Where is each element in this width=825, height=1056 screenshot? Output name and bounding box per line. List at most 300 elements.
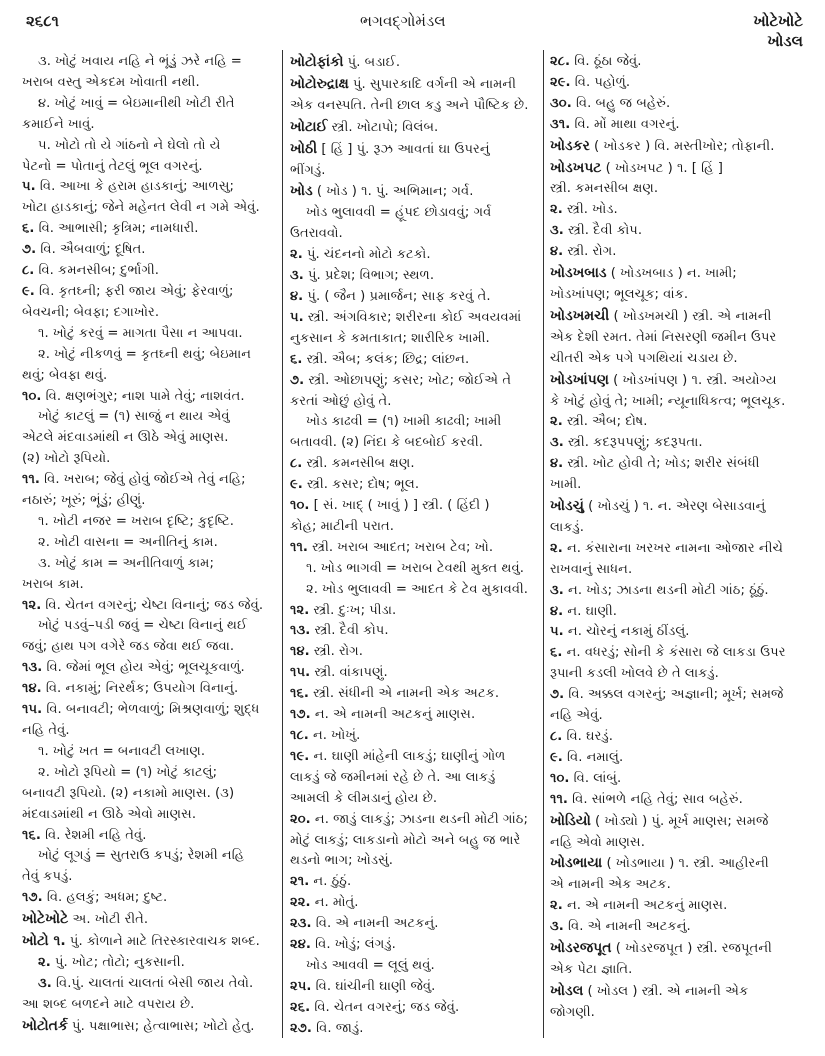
entry-line	[22, 407, 277, 428]
headword: ખોટો ૧.	[22, 933, 66, 950]
entry-line	[290, 580, 538, 601]
definition-text: સ્ત્રી. કમનસીબ ક્ષણ.	[550, 181, 659, 197]
entry-line	[550, 769, 812, 790]
entry-line	[22, 679, 277, 700]
headword: ખોડખબાડ	[550, 265, 607, 282]
definition-text: સ્ત્રી. કદરૂપપણું; કદરૂપતા.	[568, 435, 703, 451]
entry-line	[550, 73, 812, 94]
sense-number: ૧૨.	[290, 602, 310, 618]
definition-text: ખોટું લૂગડું = સુતરાઉ કપડું; રેશમી નહિ	[38, 848, 245, 864]
entry-line	[550, 727, 812, 748]
sense-number: ૧૦.	[550, 770, 570, 786]
definition-text: ખોટું કાટલું = (૧) સાજું ન થાય એવું	[38, 409, 230, 425]
definition-text: ૨. ખોટું નીકળવું = કૃતઘ્ની થવું; બેઇમાન	[38, 346, 252, 362]
sense-number: ૮.	[22, 263, 35, 279]
entry-line	[290, 747, 538, 768]
sense-number: ૩.	[290, 268, 304, 284]
definition-text: વિ. નમાલું.	[567, 749, 624, 765]
entry-line	[290, 496, 538, 517]
definition-text: ( ખોડકર ) વિ. મસ્તીખોર; તોફાની.	[594, 138, 775, 154]
sense-number: ૨૩.	[290, 916, 312, 932]
entry-line	[290, 601, 538, 622]
definition-text: ( ખોડચું ) ૧. ન. એરણ બેસાડવાનું	[588, 499, 766, 515]
definition-text: ન. કંસારાના ખરખર નામના ઓજાર નીચે	[566, 540, 784, 556]
entry-headword-line	[550, 263, 812, 285]
entry-line	[550, 875, 812, 896]
definition-text: નઠારું; ખૂરું; ભૂંડું; હીણું.	[22, 493, 146, 509]
entry-line	[22, 867, 277, 888]
entry-line	[22, 324, 277, 345]
definition-text: મોટું લાકડું; લાકડાનો મોટો અને બહુ જ ભારે	[290, 832, 521, 848]
definition-text: લાકડું જે જમીનમાં રહે છે તે. આ લાકડું	[290, 769, 496, 785]
definition-text: પું. પ્રદેશ; વિભાગ; સ્થળ.	[308, 268, 435, 284]
entry-line	[22, 73, 277, 94]
sense-number: ૫.	[22, 179, 36, 195]
definition-text: વિ. એ નામની અટકનું.	[568, 919, 691, 935]
definition-text: ૧. ખોટું ખત = બનાવટી લખાણ.	[38, 743, 206, 759]
entry-line	[550, 242, 812, 263]
entry-line	[22, 387, 277, 408]
entry-line	[22, 449, 277, 470]
definition-text: સ્ત્રી. ઐબ; દોષ.	[566, 414, 648, 430]
definition-text: ન. ખોડ; ઝાડના થડની મોટી ગાંઠ; ઠૂંઠું.	[568, 582, 769, 598]
sense-number: ૧૧.	[22, 472, 40, 488]
headword: ખોડરજપૂત	[550, 940, 612, 957]
definition-text: ખામી.	[550, 477, 582, 493]
sense-number: ૧૬.	[290, 686, 309, 702]
headword: ખોઠી	[290, 140, 318, 157]
definition-text: ( ખોડખબાડ ) ન. ખામી;	[610, 266, 737, 282]
entry-line	[550, 622, 812, 643]
definition-text: સ્ત્રી. રોગ.	[567, 244, 617, 260]
definition-text: કે ખોટું હોવું તે; ખામી; ન્યૂનાધિકત્વ; ભૂલચૂક.	[550, 393, 786, 409]
definition-text: એક વનસ્પતિ. તેની છાલ કડુ અને પૌષ્ટિક છે.	[290, 97, 529, 113]
entry-line	[290, 872, 538, 893]
column-divider	[543, 50, 544, 1038]
entry-line	[22, 345, 277, 366]
definition-text: વિ. બનાવટી; ભેળવાળું; મિશ્રણવાળું; શુદ્ધ	[46, 702, 260, 718]
sense-number: ૭.	[550, 687, 565, 703]
definition-text: ખોટા હાડકાનું; જેને મહેનત લેવી ન ગમે એવું.	[22, 200, 260, 216]
headword: ખોડિયો	[550, 812, 591, 829]
entry-line	[22, 240, 277, 261]
definition-text: વિ. ખોડું; લંગડું.	[315, 937, 396, 953]
definition-text: ( ખોડ ) ૧. પું. અભિમાન; ગર્વ.	[316, 184, 474, 200]
definition-text: ( ખોડલ ) સ્ત્રી. એ નામની એક	[587, 983, 749, 999]
sense-number: ૨૮.	[550, 54, 571, 69]
entry-line	[550, 581, 812, 602]
entry-line	[22, 219, 277, 240]
definition-text: ૨. ખોડ ભુલાવવી = આદત કે ટેવ મુકાવવી.	[306, 581, 528, 597]
definition-text: ન. જાડું લાકડું; ઝાડના થડની મોટી ગાંઠ;	[314, 811, 528, 827]
entry-headword-line	[550, 981, 812, 1003]
definition-text: ૩. ખોટું કામ = અનીતિવાળું કામ;	[38, 555, 214, 571]
entry-headword-line	[550, 136, 812, 158]
definition-text: વિ. હલકું; અધમ; દુષ્ટ.	[46, 890, 168, 906]
definition-text: લાકડું.	[550, 519, 584, 535]
entry-line	[22, 846, 277, 867]
definition-text: વિ. જેમાં ભૂલ હોય એવું; ભૂલચૂકવાળું.	[46, 660, 245, 676]
definition-text: સ્ત્રી. દુઃખ; પીડા.	[313, 602, 397, 618]
definition-text: એક પેટા જ્ઞાતિ.	[550, 961, 633, 977]
sense-number: ૧૮.	[290, 728, 309, 743]
definition-text: ( ખોડખાંપણ ) ૧. સ્ત્રી. અયોગ્ય	[613, 372, 777, 388]
entry-headword-line	[290, 139, 538, 161]
entry-line	[290, 287, 538, 308]
sense-number: ૧૯.	[290, 748, 310, 764]
headword: ખોટોતર્ક	[22, 1017, 68, 1034]
entry-line	[22, 974, 277, 995]
entry-line	[290, 161, 538, 182]
entry-headword-line	[550, 853, 812, 875]
sense-number: ૩૦.	[550, 95, 572, 111]
entry-line	[550, 790, 812, 811]
sense-number: ૩.	[550, 223, 564, 239]
definition-text: ખોડ કાઢવી = (૧) ખામી કાઢવી; ખામી	[306, 414, 502, 430]
entry-line	[290, 810, 538, 831]
sense-number: ૧૧.	[290, 539, 308, 555]
entry-headword-line	[290, 52, 538, 74]
sense-number: ૧૪.	[290, 644, 310, 660]
definition-text: સ્ત્રી. કસર; દોષ; ભૂલ.	[307, 477, 420, 493]
sense-number: ૧૧.	[550, 791, 568, 807]
entry-line	[550, 115, 812, 136]
sense-number: ૨.	[550, 414, 563, 430]
entry-headword-line	[290, 74, 538, 96]
headword: ખોડ	[290, 183, 313, 200]
sense-number: ૮.	[290, 456, 303, 472]
column-divider	[282, 50, 283, 1038]
sense-number: ૪.	[290, 288, 304, 304]
definition-text: નહિ તેવું.	[22, 723, 70, 738]
definition-text: ૪. ખોટું ખાવું = બેઇમાનીથી ખોટી રીતે	[38, 95, 235, 111]
definition-text: વિ. રેશમી નહિ તેવું.	[45, 827, 147, 843]
definition-text: આમલી કે લીમડાનું હોય છે.	[290, 790, 438, 806]
headword: ખોડભાયા	[550, 855, 603, 872]
page-number: ૨૬૮૧	[26, 12, 59, 30]
entry-line	[290, 392, 538, 413]
definition-text: ૧. ખોટી નજર = ખરાબ દૃષ્ટિ; કુદૃષ્ટિ.	[38, 513, 235, 529]
sense-number: ૧૩.	[290, 623, 311, 639]
entry-line	[290, 726, 538, 747]
headword: ખોડખમચી	[550, 307, 610, 324]
definition-text: સ્ત્રી. સંધીની એ નામની એક અટક.	[313, 686, 500, 702]
entry-line	[290, 789, 538, 810]
definition-text: વિ. ઠૂંઠા જેવું.	[574, 54, 642, 69]
entry-line	[290, 621, 538, 642]
entry-line	[290, 893, 538, 914]
entry-line	[22, 805, 277, 826]
definition-text: વિ. કૃતઘ્ની; ફરી જાય એવું; ફેરવાળું;	[39, 283, 234, 299]
entry-line	[550, 285, 812, 306]
definition-text: ન. ઘાણી.	[567, 603, 617, 619]
dictionary-column-1	[22, 52, 277, 1038]
sense-number: ૭.	[290, 372, 305, 388]
entry-line	[22, 953, 277, 974]
definition-text: સ્ત્રી. વાંકાપણું.	[314, 665, 388, 681]
entry-headword-line	[550, 938, 812, 960]
definition-text: ૫. ખોટો તો યે ગાંઠનો ને ઘેલો તો યે	[38, 137, 221, 153]
entry-line	[22, 470, 277, 491]
sense-number: ૨.	[550, 540, 563, 556]
definition-text: જોગણી.	[550, 1004, 595, 1020]
entry-line	[290, 350, 538, 371]
entry-line	[290, 475, 538, 496]
entry-line	[550, 602, 812, 623]
sense-number: ૨૫.	[290, 978, 312, 994]
definition-text: એટલે મંદવાડમાંથી ન ઊઠે એવું માણસ.	[22, 430, 229, 446]
definition-text: ઉતરાવવો.	[290, 226, 343, 242]
definition-text: વિ. પહોળું.	[574, 74, 631, 90]
sense-number: ૩૧.	[550, 116, 571, 132]
definition-text: વિ. આભાસી; કૃત્રિમ; નામધારી.	[38, 221, 199, 237]
entry-line	[290, 517, 538, 538]
entry-line	[290, 454, 538, 475]
definition-text: વિ. મોં માથા વગરનું.	[574, 116, 680, 132]
definition-text: વિ. એ નામની અટકનું.	[315, 916, 439, 932]
definition-text: નુકસાન કે કમતાકાત; શારીરિક ખામી.	[290, 330, 490, 346]
entry-line	[290, 96, 538, 117]
definition-text: એ નામની એક અટક.	[550, 877, 671, 893]
sense-number: ૧૭.	[22, 890, 43, 906]
headword: ખોટાઈ	[290, 118, 328, 135]
definition-text: વિ. આખા કે હરામ હાડકાનું; આળસુ;	[39, 179, 234, 195]
entry-line	[22, 282, 277, 303]
entry-line	[22, 596, 277, 617]
definition-text: ૨. ખોટી વાસના = અનીતિનું કામ.	[38, 534, 218, 550]
definition-text: (૨) ખોટો રૂપિયો.	[22, 451, 111, 467]
entry-headword-line	[550, 811, 812, 833]
entry-line	[550, 412, 812, 433]
sense-number: ૬.	[550, 645, 563, 661]
sense-number: ૨.	[550, 898, 563, 914]
sense-number: ૧૨.	[22, 597, 42, 613]
definition-text: વિ. નકામું; નિરર્થક; ઉપયોગ વિનાનું.	[45, 681, 239, 697]
sense-number: ૨.	[38, 954, 51, 970]
entry-line	[550, 475, 812, 496]
entry-line	[290, 538, 538, 559]
definition-text: પું. બડાઈ.	[347, 55, 401, 70]
entry-line	[290, 831, 538, 852]
entry-line	[550, 433, 812, 454]
entry-line	[290, 412, 538, 433]
definition-text: ન. ઠુંઠું.	[313, 874, 352, 890]
entry-line	[550, 221, 812, 242]
entry-line	[22, 700, 277, 721]
definition-text: વિ. ચેતન વગરનું; ચેષ્ટા વિનાનું; જડ જેવું.	[45, 597, 264, 613]
entry-line	[550, 200, 812, 221]
entry-line	[290, 559, 538, 580]
definition-text: વિ. ઘાંચીની ઘાણી જેવું.	[315, 978, 436, 994]
entry-line	[22, 303, 277, 324]
entry-line	[22, 888, 277, 909]
definition-text: ન. એ નામની અટકનું માણસ.	[314, 707, 476, 723]
sense-number: ૧૫.	[22, 702, 43, 718]
entry-headword-line	[550, 158, 812, 180]
definition-text: સ્ત્રી. કમનસીબ ક્ષણ.	[306, 456, 415, 472]
entry-line	[550, 349, 812, 370]
entry-line	[22, 94, 277, 115]
definition-text: સ્ત્રી. દૈવી કોપ.	[568, 223, 643, 239]
definition-text: પું. ચંદનનો મોટો કટકો.	[306, 247, 431, 263]
definition-text: થડનો ભાગ; ખોડસું.	[290, 853, 393, 869]
entry-line	[550, 94, 812, 115]
definition-text: ૨. ખોટો રૂપિયો = (૧) ખોટું કાટલું;	[38, 764, 218, 780]
definition-text: ખોટું પડવું–પડી જવું = ચેષ્ટા વિનાનું થઈ	[38, 618, 248, 634]
entry-line	[22, 554, 277, 575]
entry-line	[550, 179, 812, 200]
sense-number: ૧૭.	[290, 707, 311, 723]
entry-line	[22, 742, 277, 763]
definition-text: ખોડખાંપણ; ભૂલચૂક; વાંક.	[550, 286, 689, 302]
headword: ખોડચું	[550, 498, 584, 515]
sense-number: ૩.	[550, 582, 564, 598]
entry-line	[290, 956, 538, 977]
dictionary-column-2	[290, 52, 538, 1040]
definition-text: ન. ઘાણી માંહેની લાકડું; ઘાણીનું ગોળ	[313, 748, 506, 764]
headword: ખોડલ	[550, 982, 584, 999]
definition-text: [ સં. ખાદ્ ( ખાવું ) ] સ્ત્રી. ( હિંદી )	[313, 498, 490, 514]
entry-line	[550, 917, 812, 938]
definition-text: એક દેશી રમત. તેમાં નિસરણી જમીન ઉપર	[550, 329, 777, 345]
entry-line	[290, 935, 538, 956]
entry-line	[22, 533, 277, 554]
entry-line	[550, 706, 812, 727]
definition-text: ૧. ખોડ ભાગવી = ખરાબ ટેવથી મુક્ત થવું.	[306, 560, 524, 576]
definition-text: કરતાં ઓછું હોવું તે.	[290, 393, 392, 409]
entry-line	[550, 833, 812, 854]
sense-number: ૪.	[550, 244, 564, 260]
definition-text: વિ. બહુ જ બહેરું.	[575, 95, 671, 111]
definition-text: ન. ચોરનું નકામું ઠીંડલું.	[567, 624, 690, 640]
definition-text: વિ. અક્કલ વગરનું; અજ્ઞાની; મૂર્ખ; સમજે	[568, 687, 784, 703]
entry-line	[550, 1003, 812, 1024]
entry-line	[550, 518, 812, 539]
definition-text: સ્ત્રી. ઐબ; કલંક; છિદ્ર; લાંછન.	[306, 351, 470, 367]
definition-text: વિ. ઐબવાળું; દૂષિત.	[40, 242, 146, 258]
sense-number: ૨૯.	[550, 74, 571, 90]
headword: ખોટોરુદ્રાક્ષ	[290, 75, 349, 92]
entry-line	[22, 995, 277, 1016]
definition-text: કોહ; માટીની પરાત.	[290, 518, 394, 534]
entry-headword-line	[290, 181, 538, 203]
entry-line	[290, 329, 538, 350]
definition-text: જવું; હાથ પગ વગેરે જડ જેવા થઈ જવા.	[22, 639, 235, 655]
sense-number: ૨૭.	[290, 1020, 312, 1036]
definition-text: ખોડ આવવી = લૂલું થવું.	[306, 957, 435, 973]
sense-number: ૧૬.	[22, 827, 41, 843]
definition-text: ન. એ નામની અટકનું માણસ.	[566, 898, 728, 914]
definition-text: બનાવટી રૂપિયો. (૨) નકામો માણસ. (૩)	[22, 785, 235, 801]
headword: ખોડકર	[550, 137, 590, 154]
definition-text: સ્ત્રી. ખોટાપો; વિલંબ.	[331, 119, 439, 135]
definition-text: સ્ત્રી. ઓછાપણું; કસર; ખોટ; જોઈએ તે	[308, 372, 512, 388]
entry-line	[22, 616, 277, 637]
sense-number: ૩.	[38, 975, 52, 991]
entry-line	[290, 977, 538, 998]
definition-text: ભીંગડું.	[290, 162, 326, 178]
definition-text: રાખવાનું સાધન.	[550, 561, 633, 577]
definition-text: બેવચની; બેવફા; દગાખોર.	[22, 304, 160, 320]
entry-line	[22, 261, 277, 282]
entry-line	[22, 575, 277, 596]
definition-text: સ્ત્રી. રોગ.	[313, 644, 363, 660]
definition-text: ( ખોડખમચી ) સ્ત્રી. એ નામની	[613, 308, 772, 324]
headword: ખોટોફાંકો	[290, 54, 344, 70]
entry-line	[290, 768, 538, 789]
entry-headword-line	[22, 1016, 277, 1038]
definition-text: બતાવવી. (૨) નિંદા કે બદબોઈ કરવી.	[290, 435, 484, 451]
definition-text: વિ. ઘરડું.	[566, 729, 613, 744]
entry-line	[22, 637, 277, 658]
sense-number: ૭.	[22, 242, 37, 258]
entry-line	[290, 1019, 538, 1040]
entry-line	[290, 998, 538, 1019]
definition-text: તેવું કપડું.	[22, 869, 73, 885]
sense-number: ૧૫.	[290, 665, 311, 681]
entry-line	[290, 245, 538, 266]
definition-text: સ્ત્રી. અંગવિકાર; શરીરના કોઈ અવયવમાં	[307, 309, 522, 325]
entry-line	[22, 658, 277, 679]
sense-number: ૯.	[22, 283, 35, 299]
definition-text: ખરાબ વસ્તુ એકદમ ખોવાતી નથી.	[22, 74, 200, 90]
sense-number: ૫.	[290, 309, 304, 325]
entry-line	[290, 371, 538, 392]
definition-text: રૂપાની કડલી ખોલવે છે તે લાકડું.	[550, 666, 719, 682]
sense-number: ૨૬.	[290, 999, 311, 1015]
book-title: ભગવદ્ગોમંડલ	[360, 12, 446, 30]
sense-number: ૨૨.	[290, 895, 311, 911]
entry-headword-line	[550, 370, 812, 392]
definition-text: કમાઈને ખાવું.	[22, 116, 95, 132]
sense-number: ૫.	[550, 624, 564, 640]
definition-text: [ હિં ] પું. રૂઝ આવતાં ઘા ઉપરનું	[321, 141, 490, 157]
entry-line	[290, 851, 538, 872]
definition-text: ૧. ખોટું કરવું = માગતા પૈસા ન આપવા.	[38, 325, 243, 341]
entry-line	[290, 266, 538, 287]
definition-text: પું. પક્ષાભાસ; હેત્વાભાસ; ખોટો હેતુ.	[72, 1018, 255, 1034]
sense-number: ૮.	[550, 729, 563, 744]
definition-text: સ્ત્રી. ખરાબ આદત; ખરાબ ટેવ; ખો.	[312, 539, 494, 555]
headword: ખોટેખોટે	[22, 911, 69, 928]
definition-text: નહિ એવું.	[550, 708, 603, 724]
entry-line	[22, 198, 277, 219]
entry-line	[550, 685, 812, 706]
definition-text: પું. ખોટ; તોટો; નુકસાની.	[54, 954, 185, 970]
entry-headword-line	[550, 306, 812, 328]
definition-text: અ. ખોટી રીતે.	[72, 912, 149, 928]
definition-text: ( ખોડરજપૂત ) સ્ત્રી. રજપૂતની	[615, 941, 772, 957]
sense-number: ૧૪.	[22, 681, 42, 697]
sense-number: ૨૧.	[290, 874, 310, 890]
definition-text: મંદવાડમાંથી ન ઊઠે એવો માણસ.	[22, 806, 197, 822]
entry-headword-line	[22, 931, 277, 953]
entry-line	[550, 454, 812, 475]
entry-headword-line	[290, 117, 538, 139]
entry-line	[550, 560, 812, 581]
definition-text: ન. મોતું.	[314, 895, 359, 911]
entry-line	[22, 428, 277, 449]
definition-text: પું. સુપારકાદિ વર્ગની એ નામની	[353, 76, 517, 92]
definition-text: ૩. ખોટું ખવાય નહિ ને ભૂંડું ઝરે નહિ =	[38, 54, 242, 69]
entry-line	[22, 52, 277, 73]
entry-line	[550, 52, 812, 73]
entry-line	[290, 914, 538, 935]
entry-line	[550, 392, 812, 413]
entry-line	[550, 896, 812, 917]
entry-line	[550, 328, 812, 349]
entry-line	[22, 115, 277, 136]
